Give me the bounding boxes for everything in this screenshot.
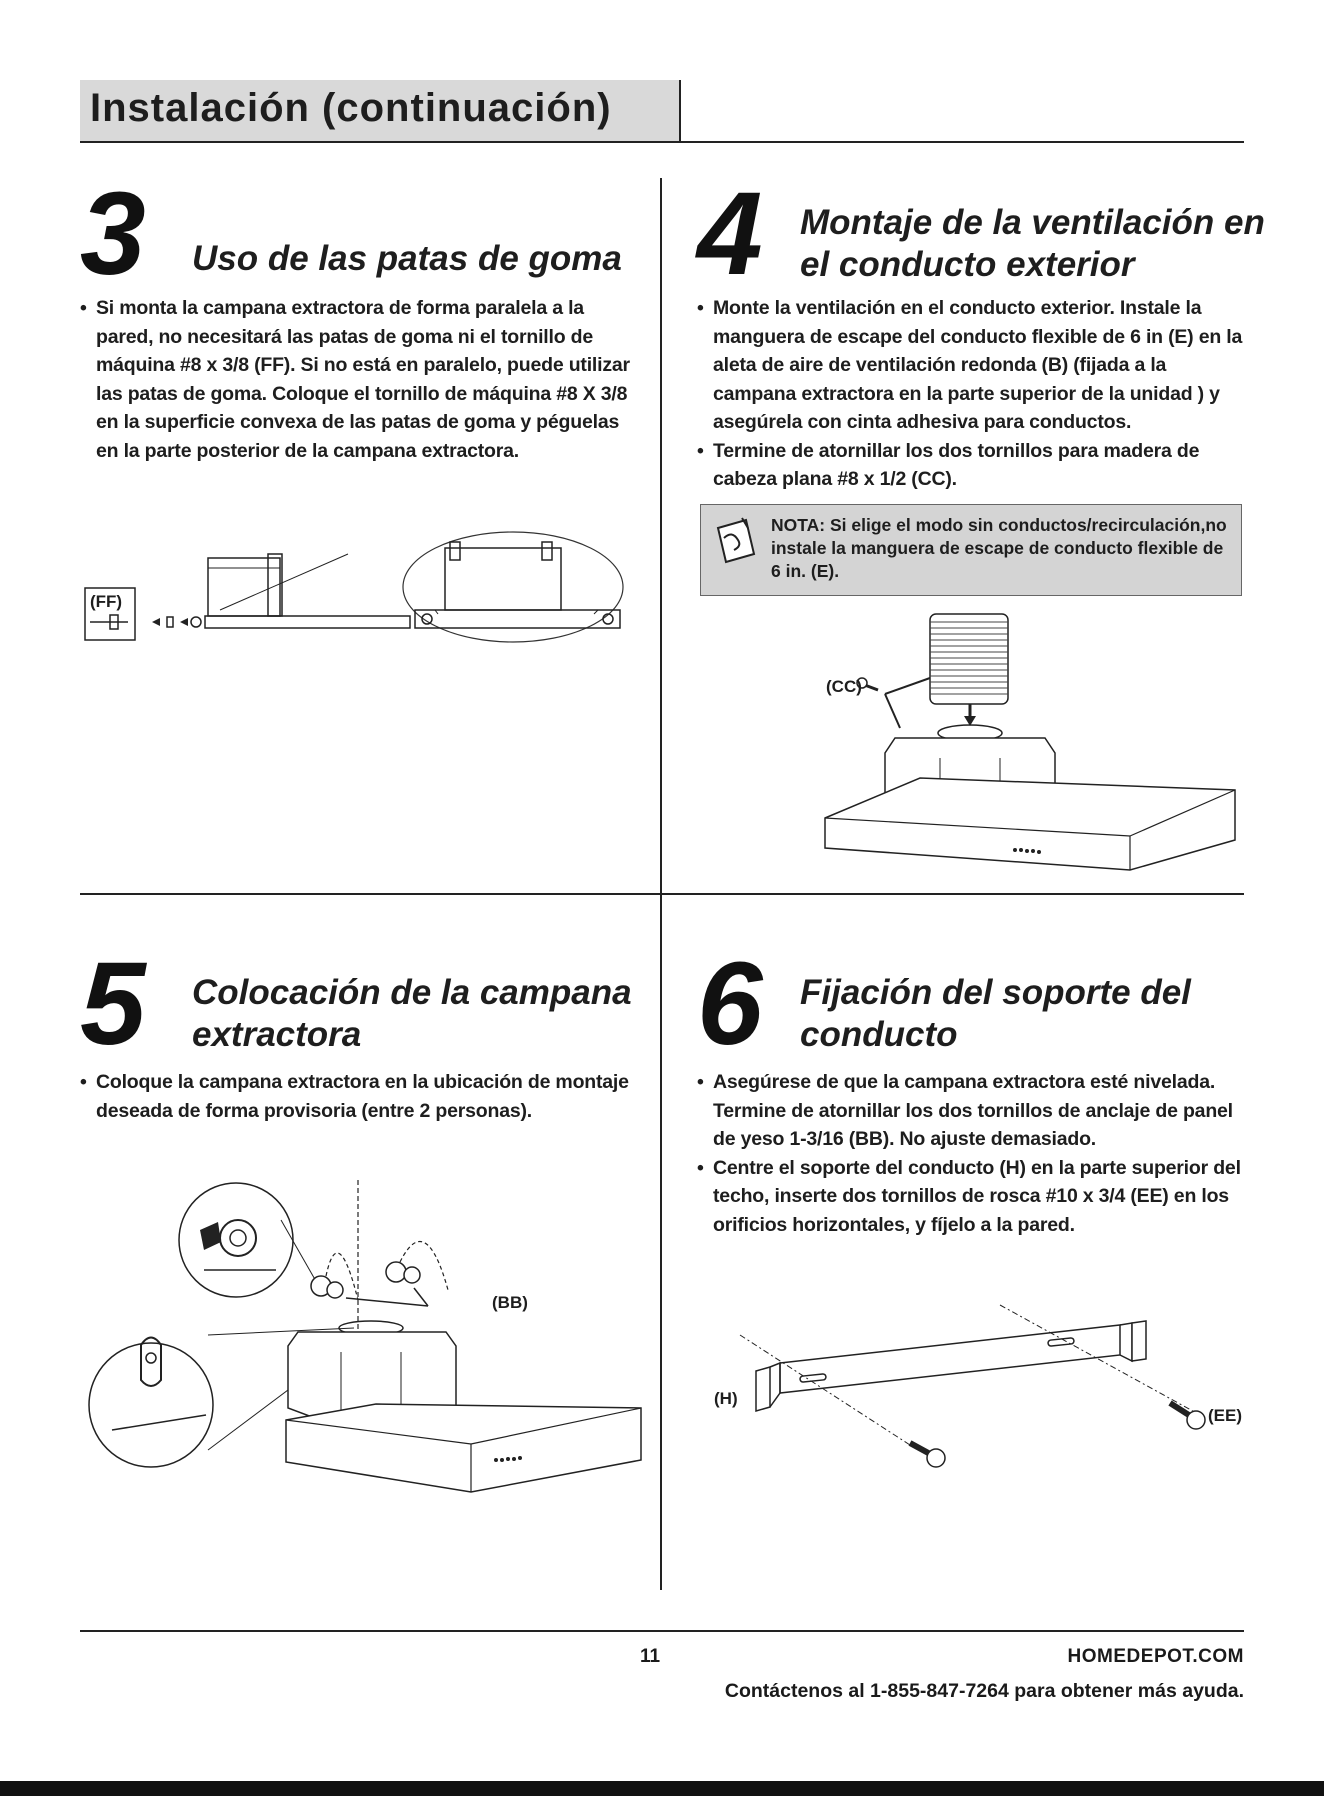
- hood-placement-diagram: [76, 1180, 646, 1540]
- help-line: Contáctenos al 1-855-847-7264 para obtener más ayuda.: [724, 1680, 1244, 1702]
- ee-label: (EE): [1208, 1406, 1242, 1425]
- cc-label: (CC): [826, 677, 862, 696]
- step-5-title: Colocación de la campana extractora: [192, 973, 632, 1054]
- note-text: NOTA: Si elige el modo sin conductos/recirculación,no instale la manguera de escape de conducto flexible de 6 in. (E).: [771, 515, 1227, 581]
- column-divider: [660, 178, 662, 1590]
- h-label: (H): [714, 1389, 738, 1408]
- row-divider: [80, 893, 1244, 895]
- step-6-bullet-2: • Centre el soporte del conducto (H) en la parte superior del techo, inserte dos tornillos de rosca #10 x 3/4 (EE) en los orificios horizontales, y fíjelo a la pared.: [697, 1154, 1247, 1240]
- ff-label: (FF): [90, 592, 123, 611]
- step-6-instructions: [697, 1068, 1247, 1239]
- step-4-number: 4: [697, 168, 763, 300]
- step-5-instructions: [80, 1068, 640, 1125]
- step-5-bullet-1: • Coloque la campana extractora en la ubicación de montaje deseada de forma provisoria (entre 2 personas).: [80, 1068, 640, 1125]
- footer-rule: [80, 1630, 1244, 1632]
- bottom-band: [0, 1781, 1324, 1796]
- step-6-title: Fijación del soporte del conducto: [800, 973, 1191, 1054]
- rubber-feet-diagram: [80, 540, 640, 680]
- step-5-number: 5: [80, 938, 146, 1070]
- step-3-number: 3: [80, 168, 146, 300]
- site-url: HOMEDEPOT.COM: [1067, 1646, 1244, 1667]
- step-3-instructions: [80, 294, 640, 465]
- page-number: 11: [640, 1646, 661, 1667]
- note-label: NOTA:: [771, 515, 826, 535]
- duct-vent-diagram: [820, 608, 1240, 878]
- step-4-instructions: [697, 294, 1247, 494]
- note-icon: [712, 516, 758, 568]
- header-divider: [679, 80, 681, 143]
- step-3-title: Uso de las patas de goma: [192, 239, 622, 278]
- step-6-number: 6: [697, 938, 763, 1070]
- step-4-title: Montaje de la ventilación en el conducto exterior: [800, 203, 1265, 284]
- header-rule: [80, 141, 1244, 143]
- page-title: Instalación (continuación): [90, 86, 612, 130]
- step-6-bullet-1: • Asegúrese de que la campana extractora esté nivelada. Termine de atornillar los dos tornillos de anclaje de panel de yeso 1-3/16 (BB). No ajuste demasiado.: [697, 1068, 1247, 1154]
- step-3-bullet-1: • Si monta la campana extractora de forma paralela a la pared, no necesitará las patas de goma ni el tornillo de máquina #8 x 3/8 (FF). Si no está en paralelo, puede utilizar las patas de goma. Coloque el tornillo de máquina #8 X 3/8 en la superficie convexa de las patas de goma y péguelas en la parte posterior de la campana extractora.: [80, 294, 640, 465]
- step-4-bullet-2: • Termine de atornillar los dos tornillos para madera de cabeza plana #8 x 1/2 (CC).: [697, 437, 1247, 494]
- duct-bracket-diagram: [700, 1295, 1240, 1475]
- step-4-bullet-1: • Monte la ventilación en el conducto exterior. Instale la manguera de escape del conducto flexible de 6 in (E) en la aleta de aire de ventilación redonda (B) (fijada a la campana extractora en la parte superior de la unidad ) y asegúrela con cinta adhesiva para conductos.: [697, 294, 1247, 437]
- bb-label: (BB): [492, 1293, 528, 1312]
